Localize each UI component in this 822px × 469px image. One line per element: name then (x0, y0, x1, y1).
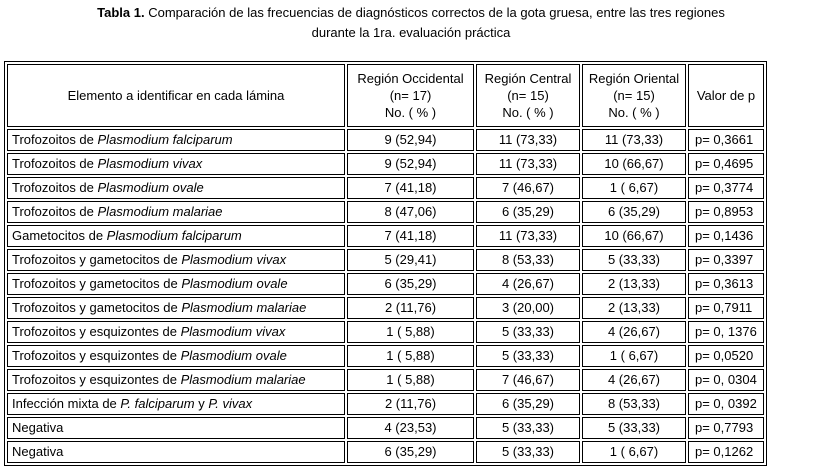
cell-central: 8 (53,33) (476, 249, 580, 271)
diagnosis-table (4, 61, 767, 466)
element-prefix: Gametocitos de (12, 228, 107, 243)
header-oriental-n: (n= 15) (613, 88, 655, 103)
cell-element (7, 441, 345, 463)
cell-oriental: 2 (13,33) (582, 297, 686, 319)
cell-central: 7 (46,67) (476, 369, 580, 391)
element-species: Plasmodium malariae (97, 204, 223, 219)
header-central-unit: No. ( % ) (502, 105, 554, 120)
cell-p-value: p= 0,3397 (688, 249, 764, 271)
cell-oriental: 8 (53,33) (582, 393, 686, 415)
header-oriental (582, 64, 686, 127)
cell-element (7, 225, 345, 247)
header-row (7, 64, 764, 127)
cell-central: 11 (73,33) (476, 129, 580, 151)
element-species: Plasmodium vivax (97, 156, 203, 171)
table-row (7, 273, 764, 295)
table-row (7, 249, 764, 271)
table-caption (0, 3, 822, 43)
header-oriental-unit: No. ( % ) (608, 105, 660, 120)
element-prefix: Trofozoitos de (12, 204, 98, 219)
element-prefix: Trofozoitos y gametocitos de (12, 300, 182, 315)
cell-oriental: 1 ( 6,67) (582, 177, 686, 199)
element-species: Plasmodium ovale (97, 180, 204, 195)
caption-line-1 (0, 3, 822, 23)
table-row (7, 177, 764, 199)
cell-occidental: 7 (41,18) (347, 225, 474, 247)
cell-occidental: 9 (52,94) (347, 153, 474, 175)
cell-central: 5 (33,33) (476, 417, 580, 439)
element-prefix: Infección mixta de (12, 396, 121, 411)
element-species: Plasmodium malariae (181, 300, 307, 315)
element-prefix: Trofozoitos y esquizontes de (12, 324, 181, 339)
caption-text: Comparación de las frecuencias de diagnósticos correctos de la gota gruesa, entre las tres regiones (148, 5, 725, 20)
table-body (7, 129, 764, 463)
element-prefix: Trofozoitos y esquizontes de (12, 372, 181, 387)
element-species: Plasmodium malariae (180, 372, 306, 387)
cell-element (7, 345, 345, 367)
element-prefix: Negativa (12, 420, 64, 435)
cell-occidental: 2 (11,76) (347, 297, 474, 319)
element-prefix: Trofozoitos y gametocitos de (12, 252, 182, 267)
element-mid: y (194, 396, 209, 411)
element-species: Plasmodium ovale (180, 348, 287, 363)
header-p-value: Valor de p (688, 64, 764, 127)
cell-oriental: 6 (35,29) (582, 201, 686, 223)
cell-central: 6 (35,29) (476, 201, 580, 223)
element-prefix: Trofozoitos y esquizontes de (12, 348, 181, 363)
cell-central: 11 (73,33) (476, 153, 580, 175)
caption-line-2: durante la 1ra. evaluación práctica (311, 25, 511, 40)
table-row (7, 369, 764, 391)
cell-central: 3 (20,00) (476, 297, 580, 319)
element-species: Plasmodium vivax (180, 324, 286, 339)
header-central-n: (n= 15) (507, 88, 549, 103)
cell-oriental: 4 (26,67) (582, 321, 686, 343)
table-row (7, 225, 764, 247)
cell-p-value: p= 0, 0392 (688, 393, 764, 415)
cell-element (7, 129, 345, 151)
cell-occidental: 2 (11,76) (347, 393, 474, 415)
cell-p-value: p= 0, 0304 (688, 369, 764, 391)
cell-element (7, 393, 345, 415)
element-species: Plasmodium vivax (181, 252, 287, 267)
table-row (7, 321, 764, 343)
cell-oriental: 10 (66,67) (582, 225, 686, 247)
cell-oriental: 10 (66,67) (582, 153, 686, 175)
table-row (7, 345, 764, 367)
cell-p-value: p= 0,3774 (688, 177, 764, 199)
cell-central: 6 (35,29) (476, 393, 580, 415)
cell-occidental: 6 (35,29) (347, 441, 474, 463)
cell-central: 5 (33,33) (476, 345, 580, 367)
cell-oriental: 1 ( 6,67) (582, 345, 686, 367)
cell-central: 7 (46,67) (476, 177, 580, 199)
cell-element (7, 153, 345, 175)
header-central (476, 64, 580, 127)
cell-occidental: 1 ( 5,88) (347, 321, 474, 343)
header-central-name: Región Central (484, 71, 572, 86)
element-prefix: Trofozoitos de (12, 180, 98, 195)
cell-occidental: 1 ( 5,88) (347, 345, 474, 367)
header-occidental-name: Región Occidental (357, 71, 464, 86)
table-row (7, 441, 764, 463)
cell-element (7, 417, 345, 439)
cell-occidental: 8 (47,06) (347, 201, 474, 223)
header-oriental-name: Región Oriental (588, 71, 680, 86)
cell-oriental: 5 (33,33) (582, 249, 686, 271)
cell-p-value: p= 0,0520 (688, 345, 764, 367)
table-row (7, 393, 764, 415)
element-species: Plasmodium ovale (181, 276, 288, 291)
cell-central: 4 (26,67) (476, 273, 580, 295)
header-occidental-n: (n= 17) (389, 88, 432, 103)
cell-p-value: p= 0,1262 (688, 441, 764, 463)
cell-p-value: p= 0,7911 (688, 297, 764, 319)
cell-occidental: 6 (35,29) (347, 273, 474, 295)
header-occidental-unit: No. ( % ) (384, 105, 437, 120)
table-container (4, 61, 767, 466)
element-species: Plasmodium falciparum (106, 228, 242, 243)
table-row (7, 297, 764, 319)
header-element: Elemento a identificar en cada lámina (7, 64, 345, 127)
cell-occidental: 4 (23,53) (347, 417, 474, 439)
cell-p-value: p= 0,1436 (688, 225, 764, 247)
cell-oriental: 2 (13,33) (582, 273, 686, 295)
element-species: P. falciparum (120, 396, 195, 411)
cell-oriental: 11 (73,33) (582, 129, 686, 151)
cell-central: 11 (73,33) (476, 225, 580, 247)
cell-p-value: p= 0, 1376 (688, 321, 764, 343)
cell-p-value: p= 0,8953 (688, 201, 764, 223)
cell-element (7, 369, 345, 391)
cell-occidental: 1 ( 5,88) (347, 369, 474, 391)
table-row (7, 153, 764, 175)
cell-p-value: p= 0,7793 (688, 417, 764, 439)
caption-label: Tabla 1. (97, 5, 145, 20)
cell-element (7, 249, 345, 271)
cell-p-value: p= 0,3613 (688, 273, 764, 295)
cell-element (7, 177, 345, 199)
table-row (7, 201, 764, 223)
element-prefix: Trofozoitos y gametocitos de (12, 276, 182, 291)
cell-occidental: 7 (41,18) (347, 177, 474, 199)
cell-element (7, 321, 345, 343)
element-species-2: P. vivax (208, 396, 253, 411)
element-prefix: Trofozoitos de (12, 132, 98, 147)
cell-element (7, 201, 345, 223)
cell-element (7, 273, 345, 295)
cell-occidental: 5 (29,41) (347, 249, 474, 271)
header-occidental (347, 64, 474, 127)
cell-oriental: 4 (26,67) (582, 369, 686, 391)
cell-central: 5 (33,33) (476, 321, 580, 343)
cell-oriental: 5 (33,33) (582, 417, 686, 439)
element-prefix: Negativa (12, 444, 64, 459)
element-species: Plasmodium falciparum (97, 132, 233, 147)
cell-oriental: 1 ( 6,67) (582, 441, 686, 463)
cell-element (7, 297, 345, 319)
cell-central: 5 (33,33) (476, 441, 580, 463)
cell-p-value: p= 0,4695 (688, 153, 764, 175)
cell-p-value: p= 0,3661 (688, 129, 764, 151)
element-prefix: Trofozoitos de (12, 156, 98, 171)
table-row (7, 417, 764, 439)
cell-occidental: 9 (52,94) (347, 129, 474, 151)
table-row (7, 129, 764, 151)
